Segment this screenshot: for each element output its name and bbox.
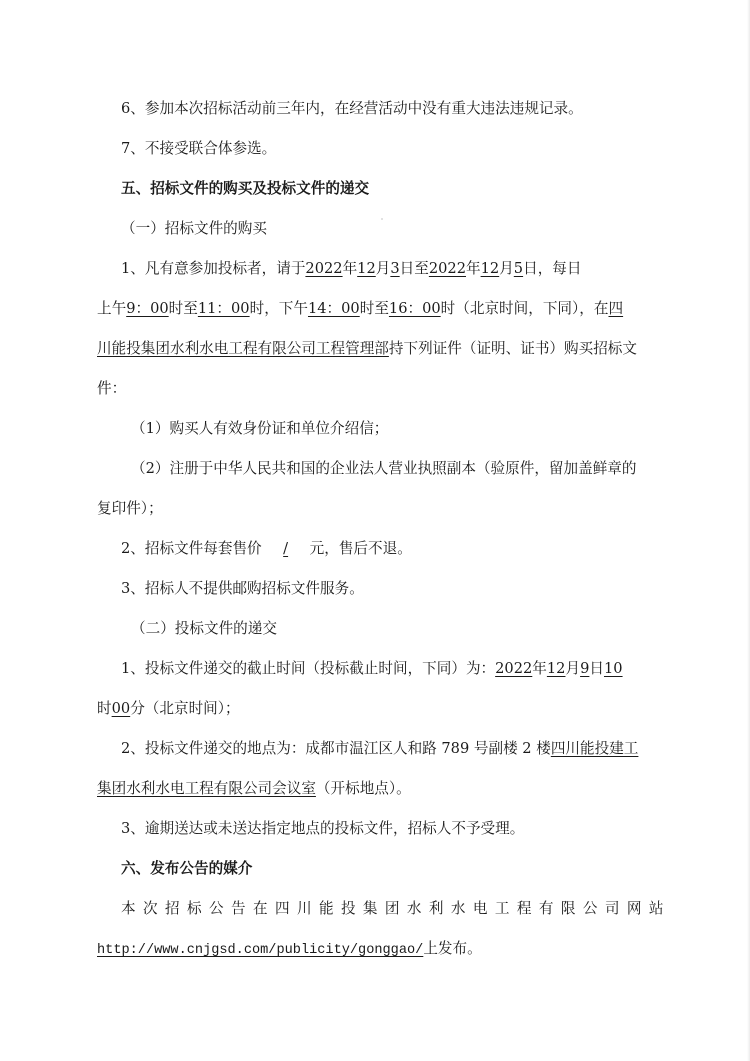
venue-name-start: 四川能投建工 (550, 740, 639, 757)
text-day-to: 日至 (399, 260, 429, 277)
venue-address: 2、投标文件递交的地点为：成都市温江区人和路 789 号副楼 2 楼 (121, 740, 551, 757)
requirement-item-6: 6、参加本次招标活动前三年内，在经营活动中没有重大违法违规记录。 (121, 100, 583, 117)
text-year: 年 (342, 260, 358, 277)
deadline-minute: 00 (111, 700, 131, 717)
no-mail-order: 3、招标人不提供邮购招标文件服务。 (121, 580, 364, 597)
section-5-heading: 五、招标文件的购买及投标文件的递交 (121, 180, 370, 197)
text-year: 年 (466, 260, 481, 277)
document-price-line (121, 539, 412, 559)
text-month: 月 (375, 260, 391, 277)
text-hour-to: 时至 (359, 300, 389, 317)
deadline-month: 12 (546, 660, 566, 677)
media-url-line (97, 939, 482, 961)
deadline-intro: 1、投标文件递交的截止时间（投标截止时间，下同）为： (121, 660, 496, 677)
start-month: 12 (357, 260, 376, 277)
deadline-day: 9 (580, 660, 590, 677)
scan-speck (381, 218, 383, 220)
purchase-period-line (121, 259, 581, 279)
purchase-intro: 1、凡有意参加投标者，请于 (121, 260, 306, 277)
media-tail: 上发布。 (423, 940, 482, 957)
submission-deadline-line (121, 659, 623, 679)
purchase-location-start: 四 (608, 300, 624, 317)
purchase-location: 川能投集团水利水电工程有限公司工程管理部 (97, 340, 389, 357)
text-hour-to: 时至 (168, 300, 198, 317)
pm-start-time: 14：00 (307, 300, 360, 317)
deadline-year: 2022 (495, 660, 533, 677)
end-month: 12 (480, 260, 500, 277)
pm-end-time: 16：00 (388, 300, 441, 317)
submission-venue-cont (97, 779, 411, 799)
venue-name: 集团水利水电工程有限公司会议室 (97, 780, 316, 797)
text-hour: 时 (97, 700, 112, 717)
text-beijing-time: 时（北京时间，下同），在 (440, 300, 609, 317)
am-end-time: 11：00 (197, 300, 250, 317)
deadline-hour: 10 (603, 660, 623, 677)
purchase-location-line (97, 339, 637, 359)
text-month: 月 (565, 660, 581, 677)
start-year: 2022 (305, 260, 343, 277)
end-year: 2022 (428, 260, 466, 277)
late-submission-rule: 3、逾期送达或未送达指定地点的投标文件，招标人不予受理。 (121, 820, 525, 837)
text-afternoon: 时，下午 (249, 300, 308, 317)
text-morning: 上午 (97, 300, 127, 317)
price-tail: 元，售后不退。 (309, 540, 412, 557)
section-6-heading: 六、发布公告的媒介 (121, 860, 253, 877)
text-year: 年 (532, 660, 547, 677)
submission-deadline-cont (97, 699, 240, 719)
purchase-documents-colon: 件： (97, 380, 127, 397)
media-statement: 本次招标公告在四川能投集团水利水电工程有限公司网站 (121, 900, 671, 917)
required-document-1: （1）购买人有效身份证和单位介绍信； (131, 420, 389, 437)
text-minute-beijing: 分（北京时间）； (130, 700, 240, 717)
required-document-2: （2）注册于中华人民共和国的企业法人营业执照副本（验原件，留加盖鲜章的 (131, 460, 637, 477)
price-value: / (283, 540, 289, 557)
subsection-1-heading: （一）招标文件的购买 (121, 220, 267, 237)
media-url-link[interactable]: http://www.cnjgsd.com/publicity/gonggao/ (97, 943, 424, 958)
end-day: 5 (513, 260, 524, 277)
text-day: 日 (589, 660, 604, 677)
submission-venue-line (121, 739, 638, 759)
text-day-daily: 日，每日 (523, 260, 582, 277)
requirement-item-7: 7、不接受联合体参选。 (121, 140, 277, 157)
text-month: 月 (499, 260, 514, 277)
subsection-2-heading: （二）投标文件的递交 (131, 620, 277, 637)
purchase-hours-line (97, 299, 623, 319)
am-start-time: 9：00 (126, 300, 169, 317)
price-label: 2、招标文件每套售价 (121, 540, 262, 557)
purchase-documents-intro: 持下列证件（证明、证书）购买招标文 (388, 340, 637, 357)
start-day: 3 (390, 260, 400, 277)
required-document-2-cont: 复印件）； (97, 500, 163, 517)
venue-note: （开标地点）。 (315, 780, 411, 797)
